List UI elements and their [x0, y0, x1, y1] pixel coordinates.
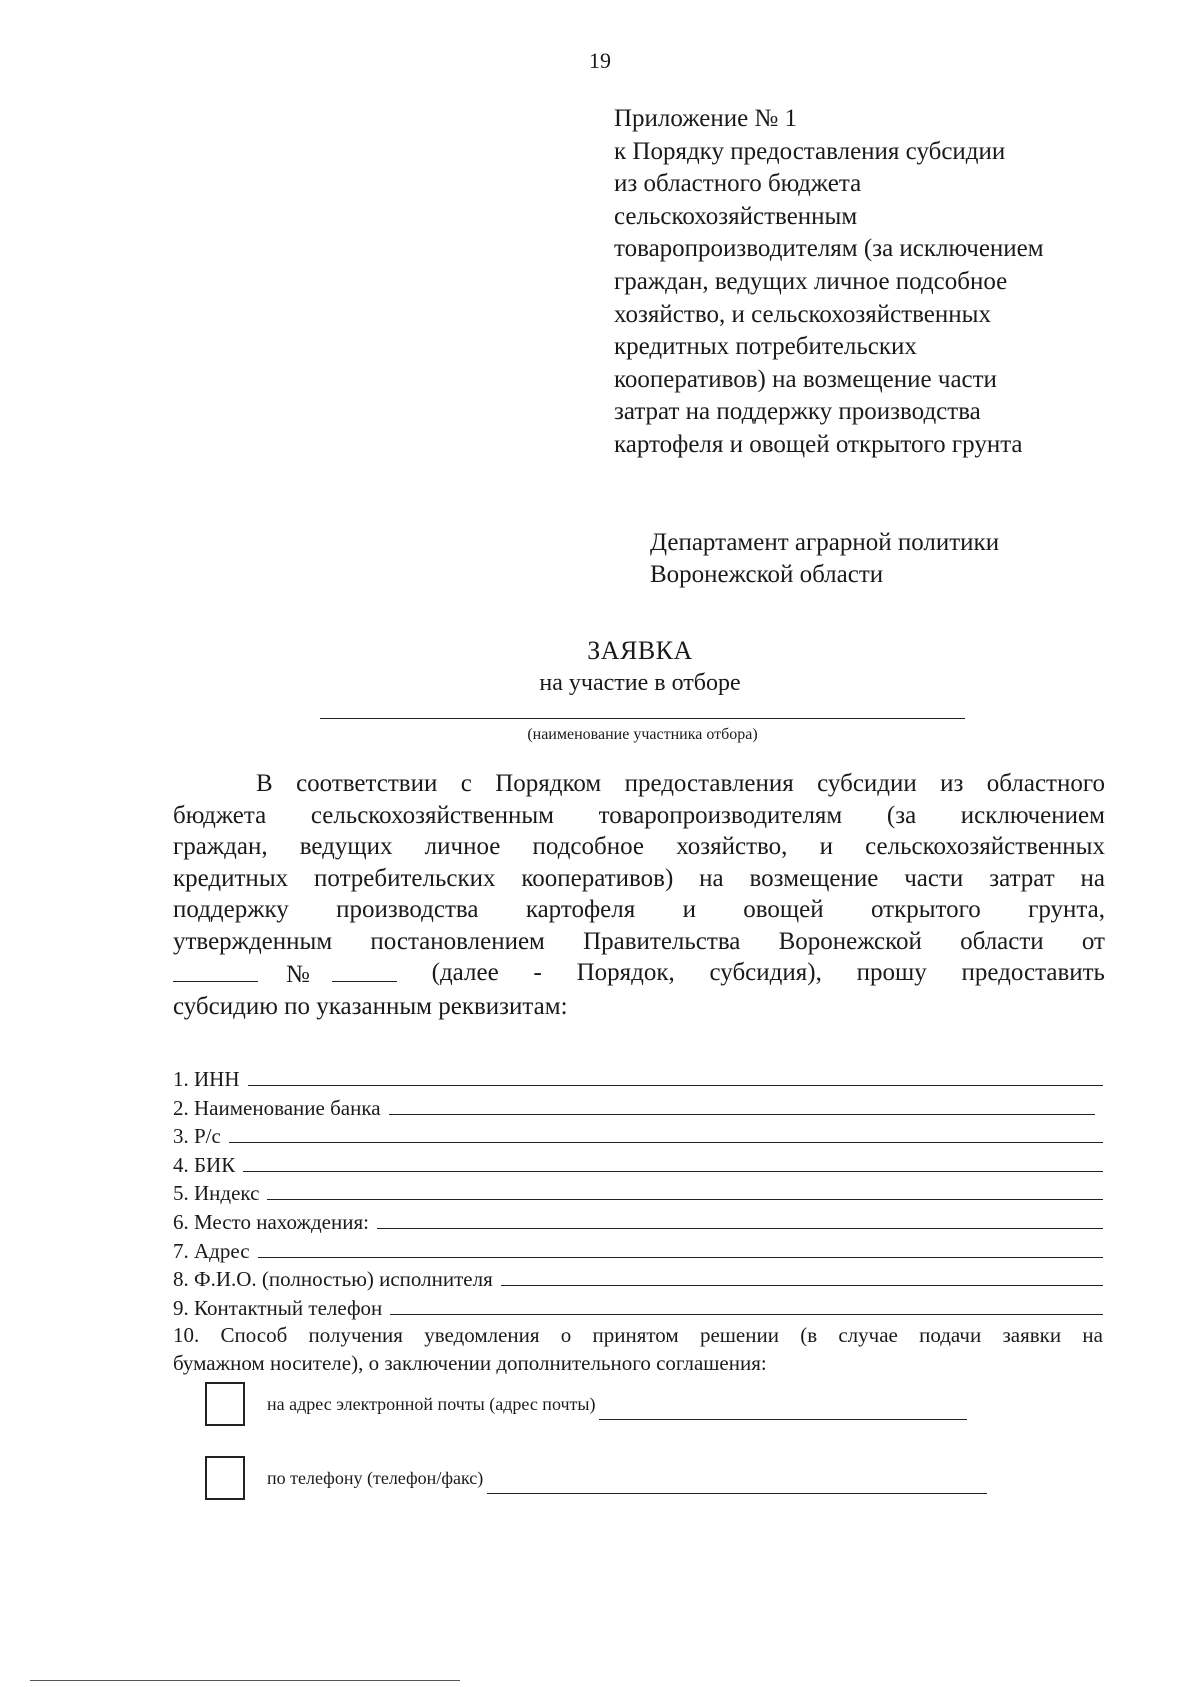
- bik-input-line[interactable]: [243, 1151, 1103, 1172]
- word: Правительства: [583, 927, 741, 955]
- email-input-line[interactable]: [599, 1401, 967, 1420]
- word: соответствии: [296, 770, 438, 797]
- word: (за: [886, 801, 917, 829]
- executor-name-input-line[interactable]: [501, 1265, 1103, 1286]
- decree-number-group: [286, 957, 397, 991]
- word: постановлением: [370, 927, 545, 955]
- word: затрат: [989, 864, 1055, 892]
- document-title: ЗАЯВКА: [587, 636, 693, 665]
- word: Порядком: [495, 770, 602, 797]
- word: случае: [838, 1323, 898, 1348]
- field-bik: [173, 1151, 1103, 1180]
- word: 10.: [173, 1323, 200, 1348]
- field-location: [173, 1208, 1103, 1237]
- word: и: [682, 896, 696, 923]
- word: получения: [308, 1323, 403, 1348]
- location-input-line[interactable]: [377, 1208, 1103, 1229]
- word: потребительских: [314, 864, 496, 892]
- body-line: [173, 768, 1105, 800]
- word: прошу: [856, 959, 927, 986]
- word: открытого: [871, 896, 981, 923]
- page-number: 19: [589, 48, 611, 73]
- word: от: [1081, 927, 1105, 955]
- word: бюджета: [173, 801, 267, 829]
- option-label: на адрес электронной почты (адрес почты): [267, 1393, 596, 1414]
- field-label: 3. Р/с: [173, 1124, 221, 1149]
- appendix-line: картофеля и овощей открытого грунта: [614, 430, 1023, 458]
- word: принятом: [592, 1323, 679, 1348]
- word: области: [960, 927, 1044, 955]
- word: подсобное: [532, 833, 645, 860]
- word: овощей: [743, 896, 824, 923]
- appendix-line: Приложение № 1: [614, 105, 798, 132]
- word: товаропроизводителям: [598, 801, 843, 829]
- word: (далее: [431, 959, 499, 986]
- word: ведущих: [299, 833, 393, 860]
- word: части: [904, 864, 964, 892]
- body-line-with-blanks: [173, 957, 1105, 991]
- appendix-line: хозяйство, и сельскохозяйственных: [614, 300, 991, 328]
- field-label: 4. БИК: [173, 1152, 236, 1177]
- word: кредитных: [173, 864, 289, 892]
- word: картофеля: [525, 896, 636, 923]
- addressee-block: [650, 527, 999, 591]
- word: поддержку: [173, 896, 289, 923]
- field-label: 6. Место нахождения:: [173, 1209, 369, 1234]
- field-address: [173, 1237, 1103, 1266]
- requisites-fields: [173, 1065, 1103, 1378]
- word: предоставления: [624, 770, 794, 797]
- field-label: 8. Ф.И.О. (полностью) исполнителя: [173, 1267, 493, 1292]
- inn-input-line[interactable]: [248, 1065, 1104, 1086]
- word: с: [460, 770, 472, 797]
- word: заявки: [1002, 1323, 1062, 1348]
- notification-method-line: бумажном носителе), о заключении дополнительного соглашения:: [173, 1350, 767, 1375]
- appendix-line: к Порядку предоставления субсидии: [614, 137, 1006, 165]
- word: уведомления: [424, 1323, 540, 1348]
- decree-number-blank[interactable]: [332, 957, 397, 982]
- appendix-line: кооперативов) на возмещение части: [614, 365, 997, 393]
- appendix-line: сельскохозяйственным: [614, 202, 858, 230]
- word: исключением: [960, 801, 1105, 829]
- word: личное: [424, 833, 501, 860]
- body-line: [173, 800, 1105, 832]
- phone-checkbox[interactable]: [205, 1456, 245, 1500]
- footer-rule: [30, 1680, 460, 1681]
- bank-name-input-line[interactable]: [389, 1094, 1095, 1115]
- word: областного: [986, 770, 1105, 797]
- word: производства: [336, 896, 479, 923]
- appendix-line: товаропроизводителям (за исключением: [614, 235, 1044, 263]
- index-input-line[interactable]: [267, 1179, 1103, 1200]
- word: подачи: [919, 1323, 982, 1348]
- field-label: 5. Индекс: [173, 1181, 260, 1206]
- body-line: [173, 894, 1105, 926]
- word: В: [256, 770, 273, 797]
- field-inn: [173, 1065, 1103, 1094]
- word: Воронежской: [778, 927, 922, 955]
- word: о: [560, 1323, 572, 1348]
- appendix-line: затрат на поддержку производства: [614, 398, 981, 426]
- word: из: [940, 770, 964, 797]
- word: сельскохозяйственным: [310, 801, 555, 829]
- field-label: 2. Наименование банка: [173, 1095, 381, 1120]
- word: на: [1082, 1323, 1103, 1348]
- appendix-line: граждан, ведущих личное подсобное: [614, 267, 1008, 295]
- body-line: субсидию по указанным реквизитам:: [173, 992, 568, 1020]
- field-label: 9. Контактный телефон: [173, 1295, 383, 1320]
- word: и: [819, 833, 833, 860]
- word: (в: [800, 1323, 818, 1348]
- word: возмещение: [749, 864, 879, 892]
- body-line-words: [286, 957, 1105, 991]
- word: -: [533, 959, 542, 986]
- word: грунта,: [1028, 896, 1105, 923]
- word: на: [1080, 864, 1105, 892]
- decree-date-blank[interactable]: [173, 957, 258, 982]
- word: субсидии: [817, 770, 917, 797]
- appendix-line: из областного бюджета: [614, 170, 862, 198]
- address-input-line[interactable]: [258, 1237, 1103, 1258]
- field-index: [173, 1179, 1103, 1208]
- contact-phone-input-line[interactable]: [390, 1294, 1103, 1315]
- word: хозяйство,: [676, 833, 788, 860]
- participant-name-caption: (наименование участника отбора): [527, 726, 758, 743]
- appendix-block: [614, 103, 1044, 462]
- field-executor-name: [173, 1265, 1103, 1294]
- notification-method-line: [173, 1322, 1103, 1350]
- word: на: [699, 864, 724, 892]
- word: утвержденным: [173, 927, 333, 955]
- word: Порядок,: [576, 959, 675, 986]
- word: сельскохозяйственных: [865, 833, 1105, 860]
- appendix-line: кредитных потребительских: [614, 333, 917, 361]
- body-line: [173, 863, 1105, 895]
- body-line: [173, 831, 1105, 863]
- field-contact-phone: [173, 1294, 1103, 1323]
- word: граждан,: [173, 833, 268, 860]
- option-phone: [205, 1456, 987, 1500]
- phone-fax-input-line[interactable]: [487, 1475, 987, 1494]
- word: кооперативов): [521, 864, 674, 892]
- word: предоставить: [961, 959, 1105, 986]
- body-line: [173, 926, 1105, 958]
- field-bank-name: [173, 1094, 1103, 1123]
- participant-name-line[interactable]: [320, 718, 965, 719]
- addressee-line: Воронежской области: [650, 561, 884, 588]
- field-label: 1. ИНН: [173, 1067, 240, 1091]
- document-subtitle: на участие в отборе: [539, 670, 741, 696]
- word: №: [286, 961, 310, 988]
- request-body: [173, 768, 1105, 1022]
- word: субсидия),: [709, 959, 822, 986]
- addressee-line: Департамент аграрной политики: [650, 529, 1000, 556]
- field-label: 7. Адрес: [173, 1238, 250, 1263]
- option-email: [205, 1382, 967, 1426]
- option-label: по телефону (телефон/факс): [267, 1467, 484, 1488]
- account-input-line[interactable]: [229, 1122, 1103, 1143]
- word: Способ: [220, 1323, 288, 1348]
- word: решении: [699, 1323, 779, 1348]
- email-checkbox[interactable]: [205, 1382, 245, 1426]
- field-account: [173, 1122, 1103, 1151]
